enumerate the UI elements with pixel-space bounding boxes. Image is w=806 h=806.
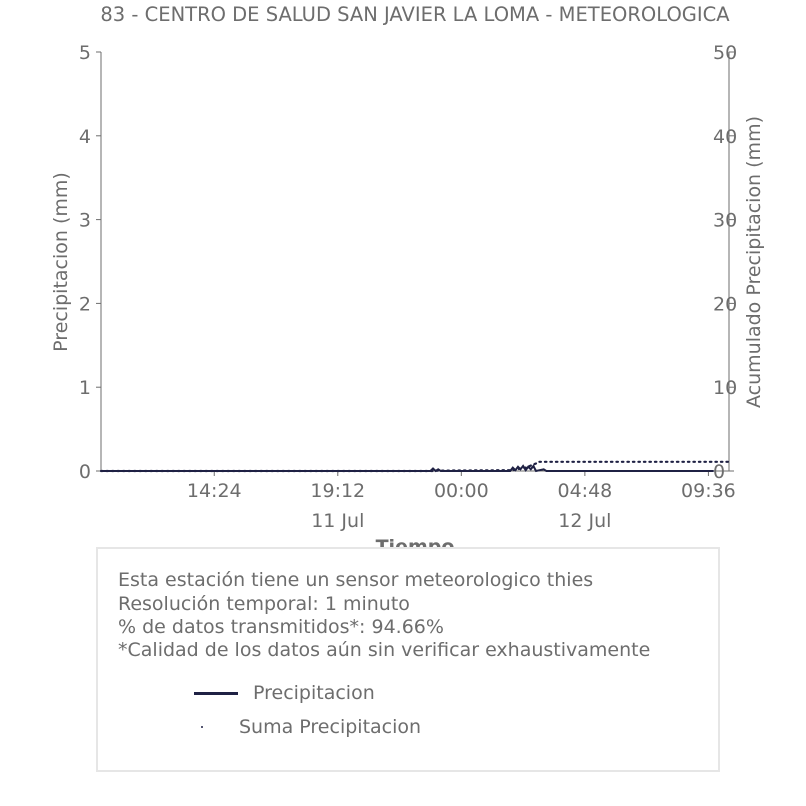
x-tick-label: 00:00 bbox=[433, 480, 489, 502]
y-axis-label-right: Acumulado Precipitacion (mm) bbox=[743, 116, 765, 408]
x-tick-label: 14:24 bbox=[186, 480, 242, 502]
legend-dot-marker bbox=[201, 726, 203, 728]
info-transmitted-text: % de datos transmitidos*: 94.66% bbox=[118, 616, 444, 638]
y-tick-label-left: 4 bbox=[78, 125, 91, 148]
legend-label-precipitacion: Precipitacion bbox=[253, 682, 375, 704]
y-axis-label-left: Precipitacion (mm) bbox=[50, 172, 72, 352]
x-date-label: 11 Jul bbox=[311, 510, 365, 532]
y-tick-label-right: 0 bbox=[713, 461, 726, 483]
info-resolution-text: Resolución temporal: 1 minuto bbox=[118, 593, 410, 615]
series-suma-precipitacion bbox=[101, 462, 729, 471]
x-tick-label: 09:36 bbox=[681, 480, 736, 502]
chart-axes bbox=[101, 52, 729, 471]
legend-line-marker bbox=[194, 692, 238, 695]
info-quality-note: *Calidad de los datos aún sin verificar exhaustivamente bbox=[118, 639, 651, 661]
x-tick-label: 04:48 bbox=[557, 480, 613, 502]
chart-title: 83 - CENTRO DE SALUD SAN JAVIER LA LOMA - METEOROLOGICA bbox=[100, 3, 730, 26]
y-tick-label-left: 0 bbox=[78, 461, 91, 483]
y-tick-label-left: 1 bbox=[78, 377, 91, 400]
x-date-label: 12 Jul bbox=[558, 510, 612, 532]
y-tick-label-right: 50 bbox=[713, 42, 738, 64]
y-tick-label-left: 3 bbox=[78, 209, 91, 232]
y-tick-label-left: 5 bbox=[78, 42, 91, 64]
y-tick-label-right: 40 bbox=[713, 125, 738, 148]
y-tick-label-right: 20 bbox=[713, 293, 738, 316]
info-box bbox=[96, 547, 720, 772]
legend-label-suma: Suma Precipitacion bbox=[239, 716, 422, 738]
chart-series bbox=[101, 462, 729, 471]
series-precipitacion bbox=[101, 466, 714, 471]
y-tick-label-left: 2 bbox=[78, 293, 91, 316]
y-tick-label-right: 10 bbox=[713, 377, 738, 400]
chart-ticks bbox=[79, 42, 737, 532]
x-tick-label: 19:12 bbox=[310, 480, 366, 502]
info-sensor-text: Esta estación tiene un sensor meteorologico thies bbox=[118, 569, 594, 591]
y-tick-label-right: 30 bbox=[713, 209, 738, 232]
